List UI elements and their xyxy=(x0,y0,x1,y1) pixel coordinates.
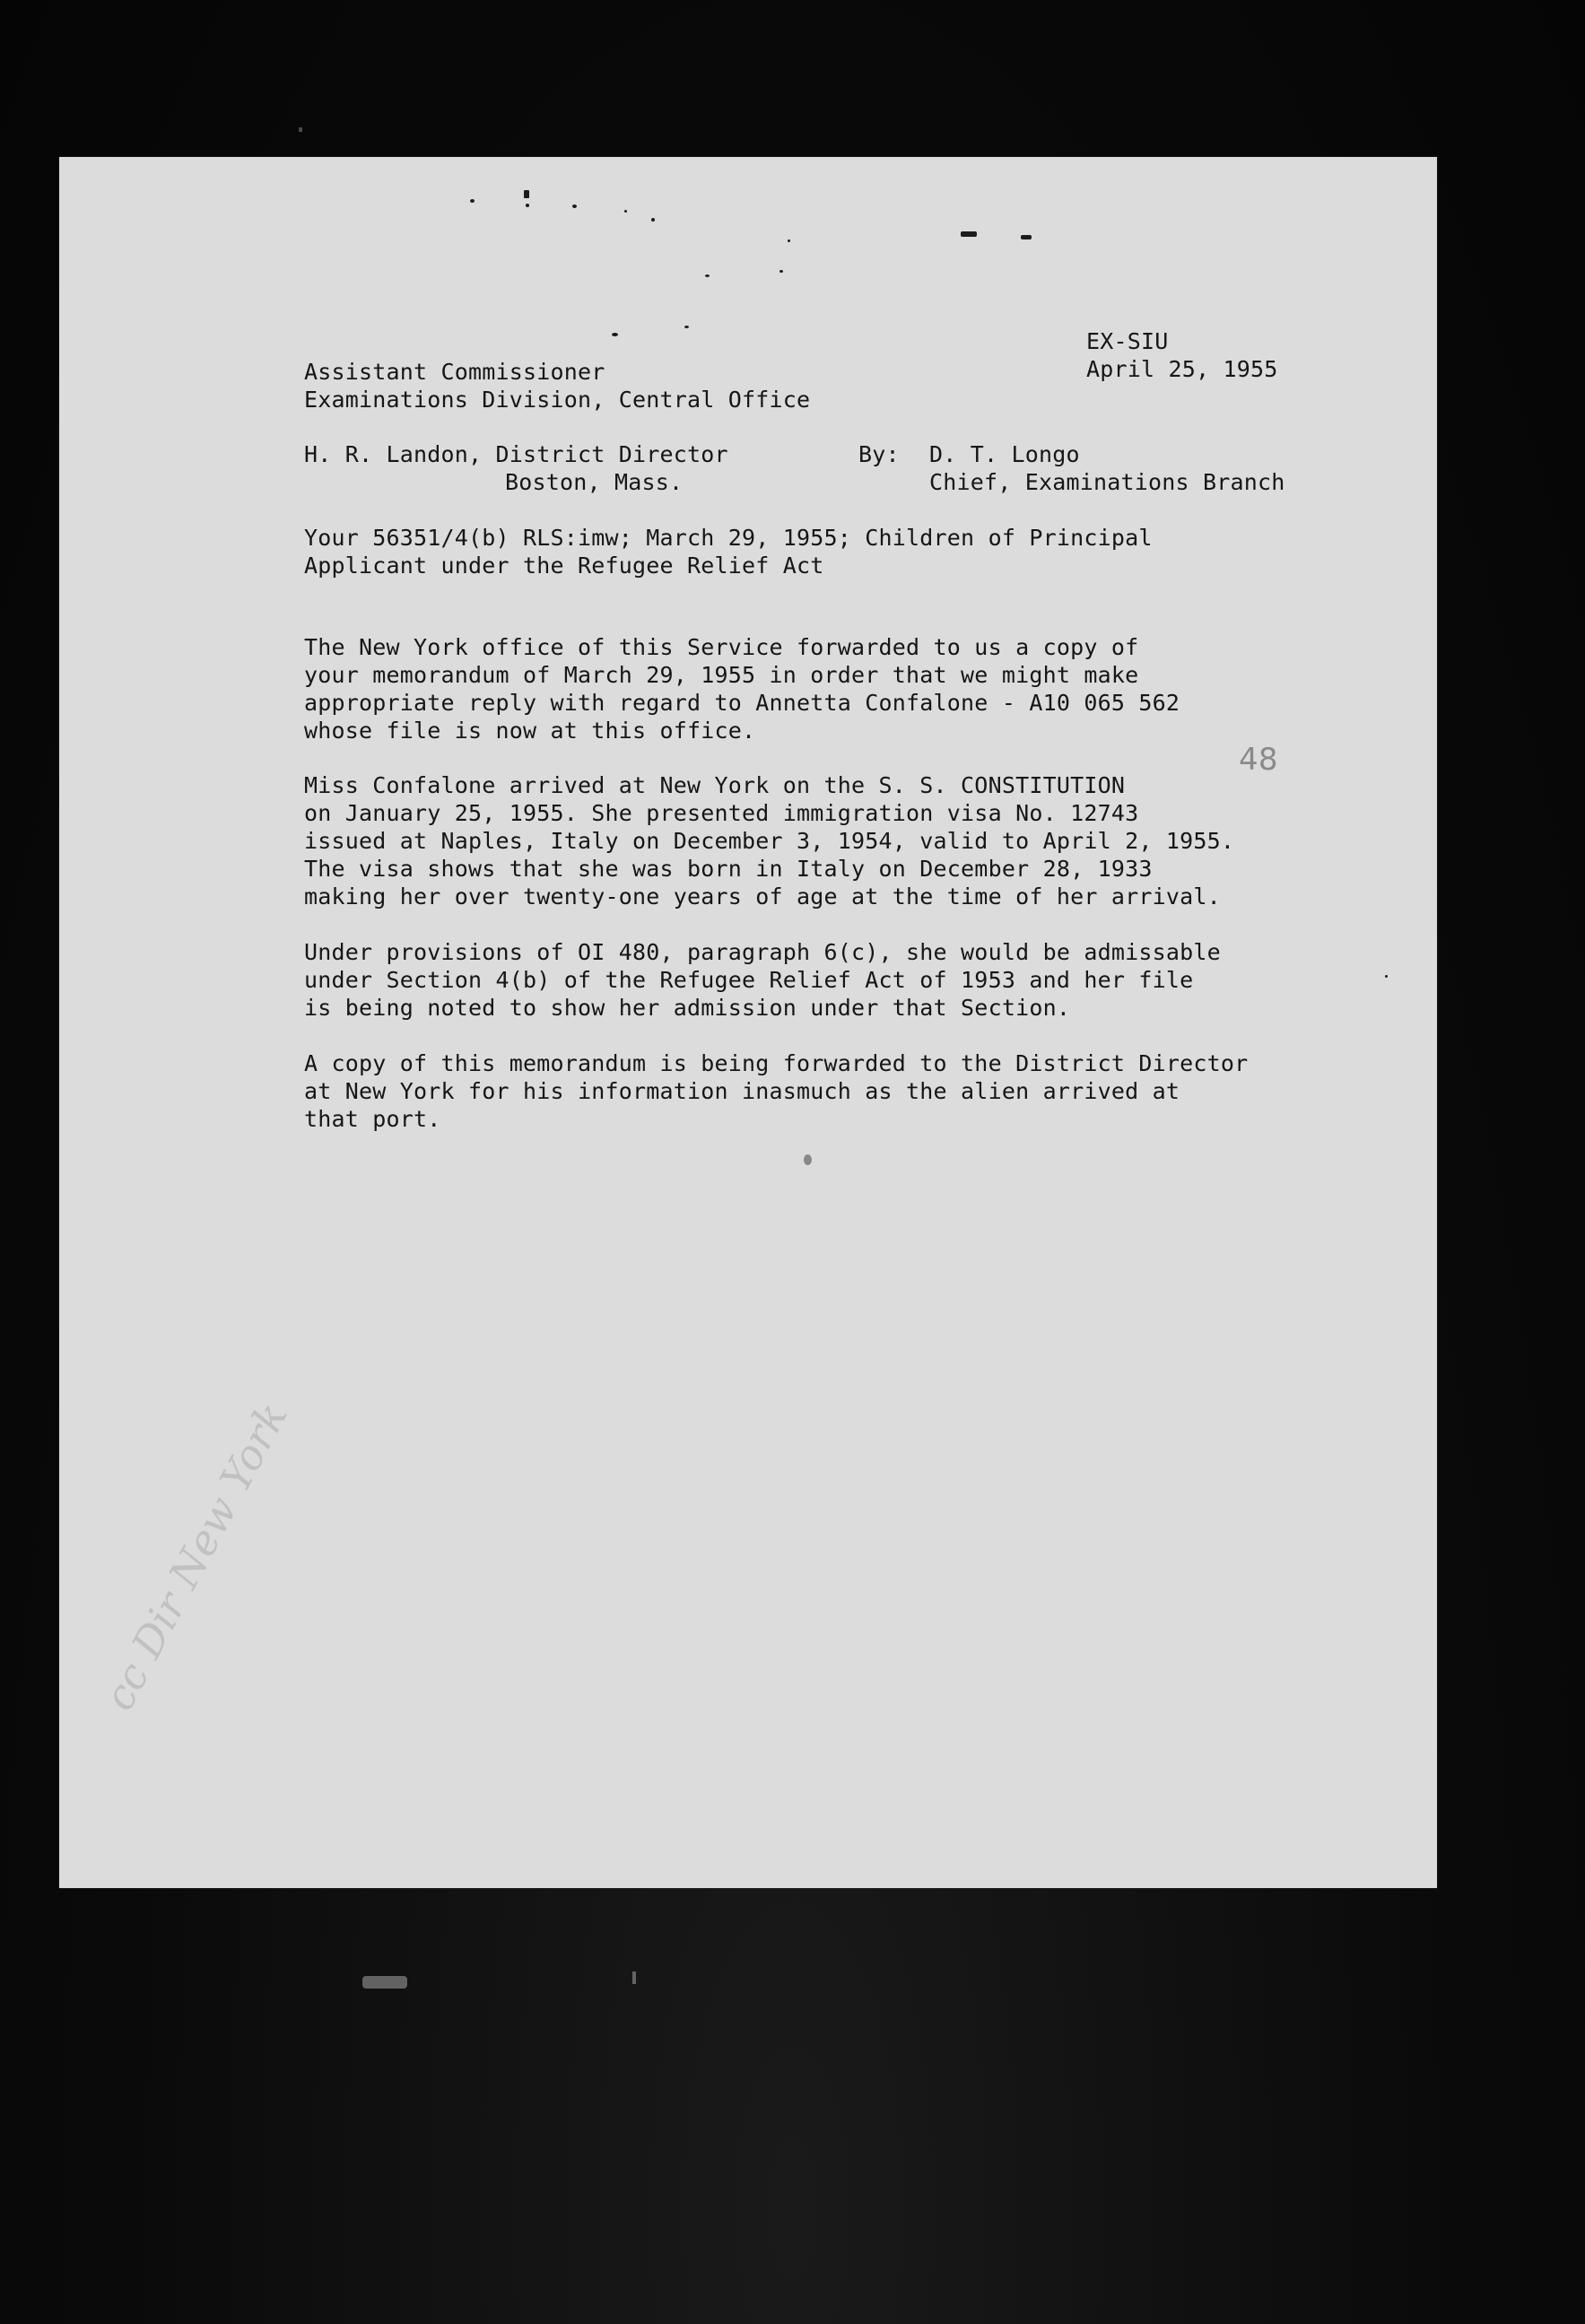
paragraph-line: making her over twenty-one years of age at the time of her arrival. xyxy=(304,883,1221,910)
paragraph-line: Under provisions of OI 480, paragraph 6(c), she would be admissable xyxy=(304,939,1221,965)
paragraph-line: The New York office of this Service forwarded to us a copy of xyxy=(304,634,1139,660)
paragraph-line: Miss Confalone arrived at New York on the S. S. CONSTITUTION xyxy=(304,772,1126,798)
subject-line-2: Applicant under the Refugee Relief Act xyxy=(304,553,824,579)
from-line-1: H. R. Landon, District Director xyxy=(304,441,728,467)
paragraph-line: on January 25, 1955. She presented immigration visa No. 12743 xyxy=(304,800,1139,826)
film-edge-mark xyxy=(632,1971,636,1984)
film-edge-mark xyxy=(362,1976,407,1989)
pencil-annotation xyxy=(94,1394,327,1857)
to-line-2: Examinations Division, Central Office xyxy=(304,387,811,413)
by-line-1: D. T. Longo xyxy=(929,441,1080,467)
paragraph-line: A copy of this memorandum is being forwarded to the District Director xyxy=(304,1050,1249,1076)
paragraph-line: your memorandum of March 29, 1955 in order that we might make xyxy=(304,662,1139,688)
by-label: By: xyxy=(858,441,900,467)
page-number-stamp: 48 xyxy=(1239,742,1278,778)
paragraph-line: The visa shows that she was born in Italy on December 28, 1933 xyxy=(304,856,1153,882)
pencil-note-text: cc Dir New York xyxy=(94,1394,297,1719)
file-code: EX-SIU xyxy=(1086,328,1169,354)
from-line-2: Boston, Mass. xyxy=(505,469,684,495)
paragraph-line: issued at Naples, Italy on December 3, 1954, valid to April 2, 1955. xyxy=(304,828,1235,854)
paragraph-line: whose file is now at this office. xyxy=(304,718,756,744)
paragraph-line: that port. xyxy=(304,1106,441,1132)
paragraph-line: at New York for his information inasmuch as the alien arrived at xyxy=(304,1078,1180,1104)
memo-date: April 25, 1955 xyxy=(1086,356,1278,382)
paragraph-line: under Section 4(b) of the Refugee Relief Act of 1953 and her file xyxy=(304,967,1194,993)
paragraph-line: appropriate reply with regard to Annetta Confalone - A10 065 562 xyxy=(304,690,1180,716)
paragraph-line: is being noted to show her admission under that Section. xyxy=(304,995,1071,1021)
by-line-2: Chief, Examinations Branch xyxy=(929,469,1285,495)
film-edge-mark xyxy=(299,127,302,132)
subject-line-1: Your 56351/4(b) RLS:imw; March 29, 1955; Children of Principal xyxy=(304,525,1153,551)
to-line-1: Assistant Commissioner xyxy=(304,359,605,385)
